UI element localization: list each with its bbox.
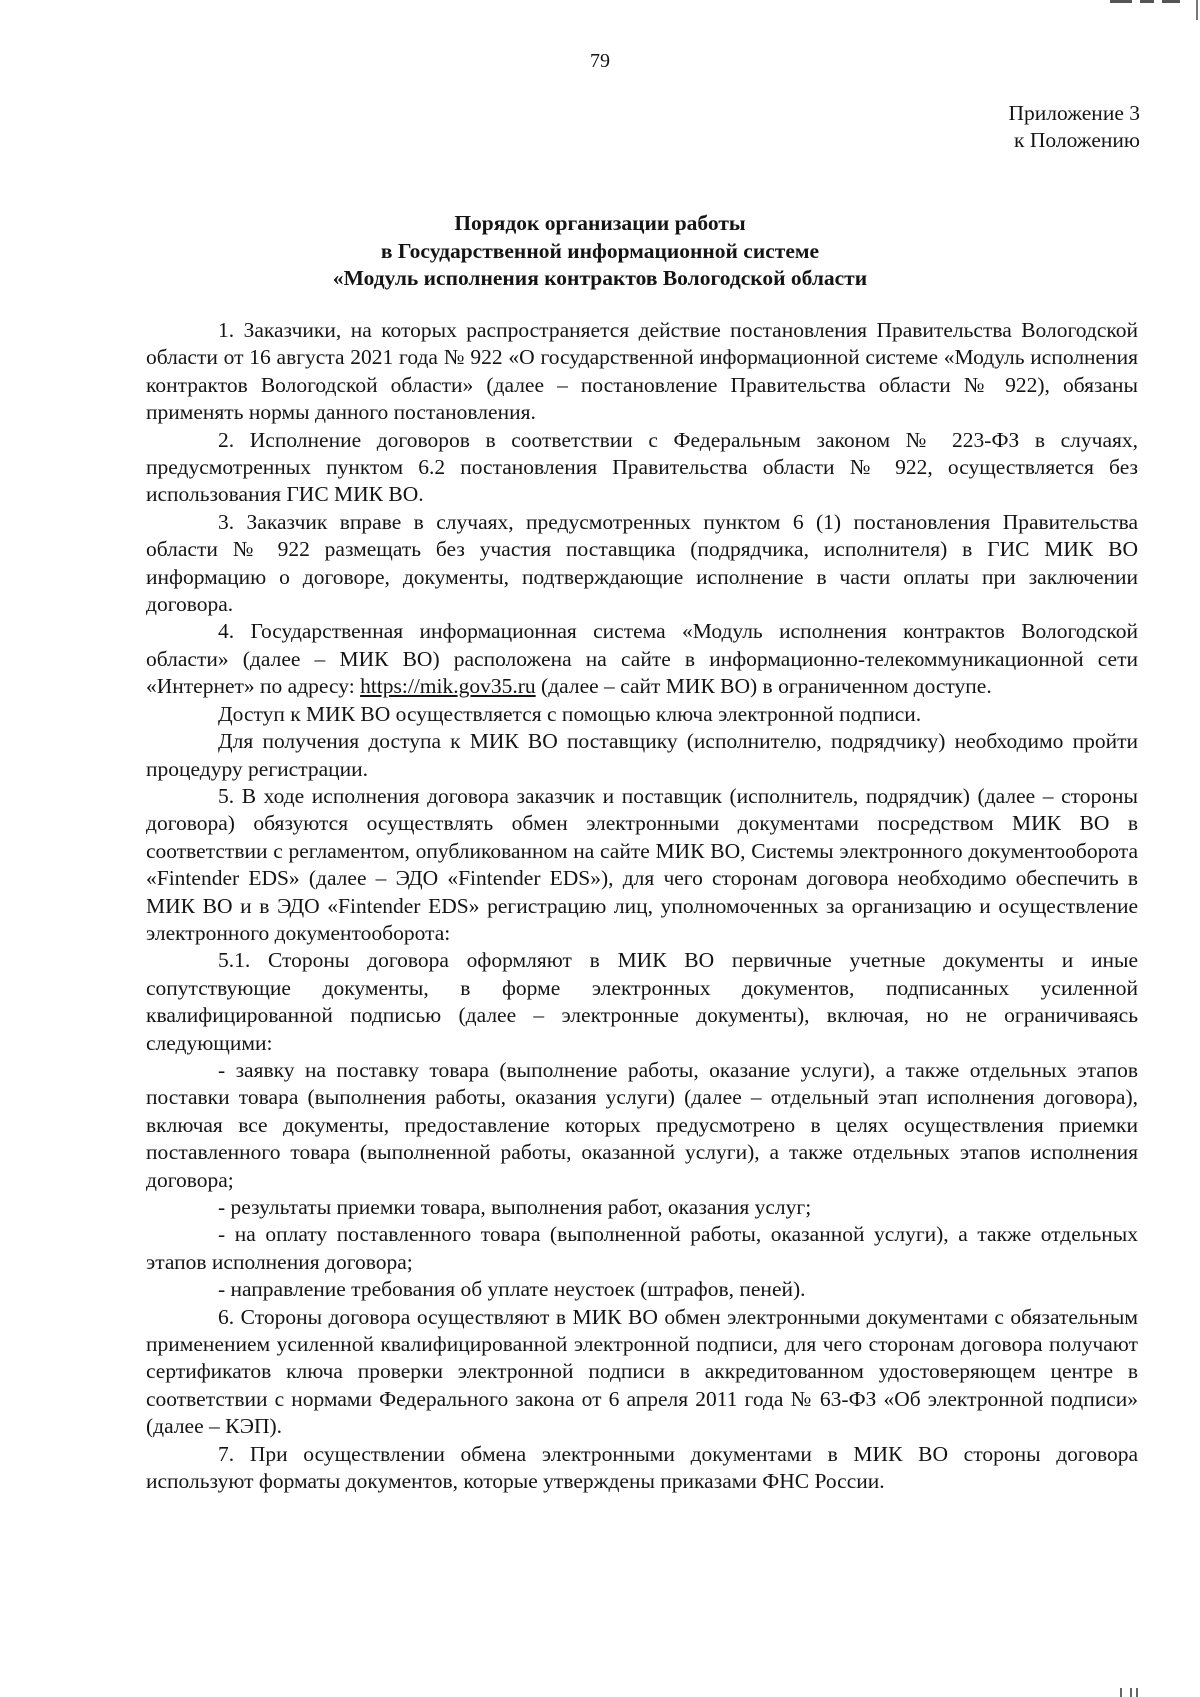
document-body — [146, 317, 1138, 1495]
paragraph-1: 1. Заказчики, на которых распространяется действие постановления Правительства Вологодской области от 16 августа 2021 года № 922 «О государственной информационной системе «Модуль исполнения контрактов Вологодской области» (далее – постановление Правительства области № 922), обязаны применять нормы данного постановления. — [146, 318, 1138, 425]
list-item-penalty: - направление требования об уплате неустоек (штрафов, пеней). — [218, 1277, 806, 1302]
paragraph-6: 6. Стороны договора осуществляют в МИК ВО обмен электронными документами с обязательным применением усиленной квалифицированной электронной подписи, для чего сторонам договора получают сертификатов ключа проверки электронной подписи в аккредитованном удостоверяющем центре в соответствии с нормами Федерального закона от 6 апреля 2011 года № 63-ФЗ «Об электронной подписи» (далее – КЭП). — [146, 1304, 1138, 1439]
scan-corner-mark — [1110, 0, 1200, 4]
appendix-line-2: к Положению — [1014, 128, 1140, 152]
page-number: 79 — [590, 50, 610, 72]
title-line-2: в Государственной информационной системе — [380, 238, 820, 263]
paragraph-5-1: 5.1. Стороны договора оформляют в МИК ВО первичные учетные документы и иные сопутствующие документы, в форме электронных документов, подписанных усиленной квалифицированной подписью (далее – электронные документы), включая, но не ограничиваясь следующими: — [146, 948, 1138, 1055]
paragraph-3: 3. Заказчик вправе в случаях, предусмотренных пунктом 6 (1) постановления Правительства области № 922 размещать без участия поставщика (подрядчика, исполнителя) в ГИС МИК ВО информацию о договоре, документы, подтверждающие исполнение в части оплаты при заключении договора. — [146, 509, 1138, 617]
scan-bottom-mark — [1120, 1687, 1160, 1697]
list-item-acceptance: - результаты приемки товара, выполнения работ, оказания услуг; — [218, 1195, 812, 1219]
paragraph-7: 7. При осуществлении обмена электронными документами в МИК ВО стороны договора используют форматы документов, которые утверждены приказами ФНС России. — [146, 1441, 1138, 1494]
mik-site-link[interactable]: https://mik.gov35.ru — [360, 674, 536, 699]
paragraph-4-text-before: 4. Государственная информационная система «Модуль исполнения контрактов Вологодской области» (далее – МИК ВО) расположена на сайте в информационно-телекоммуникационной сети «Интернет» по адресу: — [146, 619, 1138, 699]
appendix-line-1: Приложение 3 — [1008, 101, 1140, 125]
title-line-3: «Модуль исполнения контрактов Вологодской области — [332, 266, 868, 290]
list-item-order: - заявку на поставку товара (выполнение работы, оказание услуги), а также отдельных этапов поставки товара (выполнения работы, оказания услуги) (далее – отдельный этап исполнения договора), включая все документы, предоставление которых предусмотрено в целях осуществления приемки поставленного товара (выполненной работы, оказанной услуги), а также отдельных этапов исполнения договора; — [146, 1057, 1138, 1192]
list-item-payment: - на оплату поставленного товара (выполненной работы, оказанной услуги), а также отдельных этапов исполнения договора; — [146, 1222, 1138, 1274]
appendix-note — [1008, 100, 1140, 154]
paragraph-registration: Для получения доступа к МИК ВО поставщику (исполнителю, подрядчику) необходимо пройти процедуру регистрации. — [146, 729, 1138, 781]
paragraph-5: 5. В ходе исполнения договора заказчик и поставщик (исполнитель, подрядчик) (далее – стороны договора) обязуются осуществлять обмен электронными документами посредством МИК ВО в соответствии с регламентом, опубликованном на сайте МИК ВО, Системы электронного документооборота «Fintender EDS» (далее – ЭДО «Fintender EDS»), для чего сторонам договора необходимо обеспечить в МИК ВО и в ЭДО «Fintender EDS» регистрацию лиц, уполномоченных за организацию и осуществление электронного документооборота: — [146, 783, 1138, 945]
paragraph-access: Доступ к МИК ВО осуществляется с помощью ключа электронной подписи. — [218, 701, 922, 726]
document-title — [0, 210, 1200, 293]
paragraph-4 — [146, 618, 1138, 700]
title-line-1: Порядок организации работы — [454, 211, 746, 235]
paragraph-4-text-after: (далее – сайт МИК ВО) в ограниченном доступе. — [535, 674, 992, 699]
paragraph-2: 2. Исполнение договоров в соответствии с Федеральным законом № 223-ФЗ в случаях, предусмотренных пунктом 6.2 постановления Правительства области № 922, осуществляется без использования ГИС МИК ВО. — [146, 427, 1138, 507]
